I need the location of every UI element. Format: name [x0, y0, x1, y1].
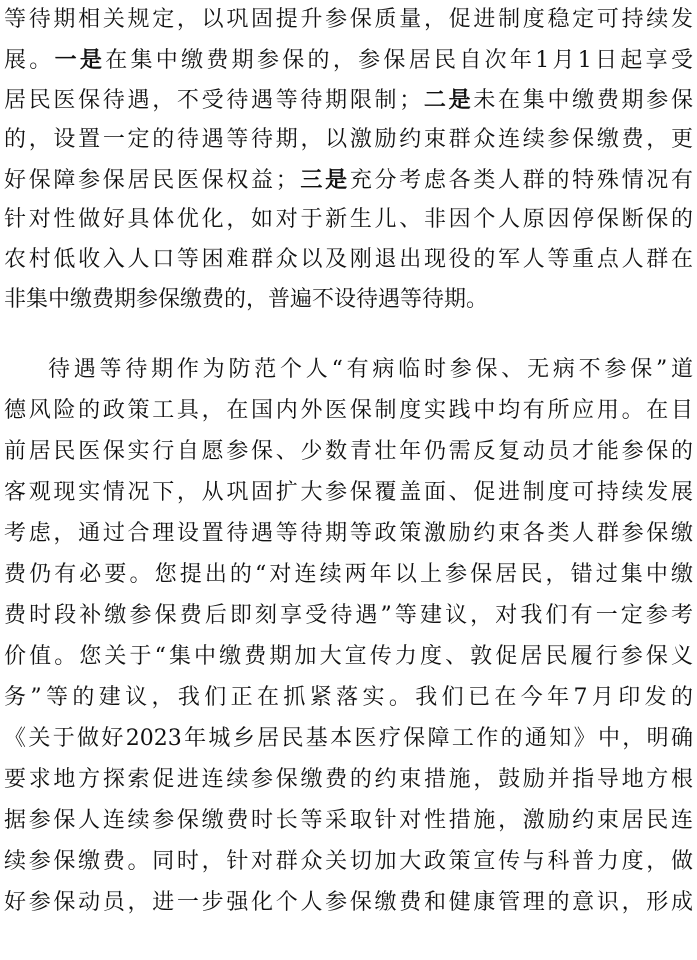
text-line: [4, 596, 693, 636]
text-run: 要求地方探索促进连续参保缴费的约束措施，鼓励并指导地方根: [4, 767, 693, 792]
emphasis-third: 三是: [297, 167, 350, 193]
text-line: [4, 200, 693, 240]
text-line: [4, 678, 693, 718]
emphasis-second: 二是: [421, 87, 474, 113]
text-run: 据参保人连续参保缴费时长等采取针对性措施，激励约束居民连: [4, 808, 693, 833]
text-run: 充分考虑各类人群的特殊情况有: [349, 168, 693, 193]
text-line: [4, 637, 693, 677]
text-run: 费仍有必要。您提出的“对连续两年以上参保居民，错过集中缴: [4, 562, 693, 587]
text-line: [4, 0, 693, 40]
text-run: 好参保动员，进一步强化个人参保缴费和健康管理的意识，形成: [4, 890, 693, 915]
text-run: 好保障参保居民医保权益；: [4, 168, 298, 193]
text-line: [4, 40, 693, 80]
text-run: 非集中缴费期参保缴费的，普遍不设待遇等待期。: [4, 287, 489, 312]
text-run: 客观现实情况下，从巩固扩大参保覆盖面、促进制度可持续发展: [4, 480, 693, 505]
text-line: [4, 120, 693, 160]
text-run: 费时段补缴参保费后即刻享受待遇”等建议，对我们有一定参考: [4, 603, 693, 628]
text-line: [4, 391, 693, 431]
text-line: [4, 801, 693, 841]
text-run: 等待期相关规定，以巩固提升参保质量，促进制度稳定可持续发: [4, 7, 693, 32]
text-line: [4, 80, 693, 120]
text-run: 在集中缴费期参保的，参保居民自次年1月1日起享受: [105, 48, 693, 73]
text-run: 《关于做好2023年城乡居民基本医疗保障工作的通知》中，明确: [4, 726, 693, 751]
text-line: [4, 473, 693, 513]
text-run: 务”等的建议，我们正在抓紧落实。我们已在今年7月印发的: [4, 685, 693, 710]
text-line: [4, 514, 693, 554]
text-run: 针对性做好具体优化，如对于新生儿、非因个人原因停保断保的: [4, 207, 693, 232]
text-run: 农村低收入人口等困难群众以及刚退出现役的军人等重点人群在: [4, 247, 693, 272]
text-line: [4, 432, 693, 472]
text-run: 未在集中缴费期参保: [473, 88, 693, 113]
text-line: [4, 719, 693, 759]
text-run: 居民医保待遇，不受待遇等待期限制；: [4, 88, 422, 113]
text-run: 展。: [4, 48, 55, 73]
text-run: 德风险的政策工具，在国内外医保制度实践中均有所应用。在目: [4, 398, 693, 423]
text-line: [4, 883, 693, 923]
text-run: 的，设置一定的待遇等待期，以激励约束群众连续参保缴费，更: [4, 127, 693, 152]
text-line: [4, 280, 693, 320]
text-line: [4, 555, 693, 595]
text-line: [4, 240, 693, 280]
text-run: 考虑，通过合理设置待遇等待期等政策激励约束各类人群参保缴: [4, 521, 693, 546]
text-run: 续参保缴费。同时，针对群众关切加大政策宣传与科普力度，做: [4, 849, 693, 874]
text-run: 价值。您关于“集中缴费期加大宣传力度、敦促居民履行参保义: [4, 644, 693, 669]
text-run: 待遇等待期作为防范个人“有病临时参保、无病不参保”道: [48, 357, 693, 382]
text-line: [4, 760, 693, 800]
text-line: [4, 160, 693, 200]
text-line: [48, 350, 693, 390]
text-run: 前居民医保实行自愿参保、少数青壮年仍需反复动员才能参保的: [4, 439, 693, 464]
text-line: [4, 842, 693, 882]
emphasis-first: 一是: [54, 47, 106, 73]
